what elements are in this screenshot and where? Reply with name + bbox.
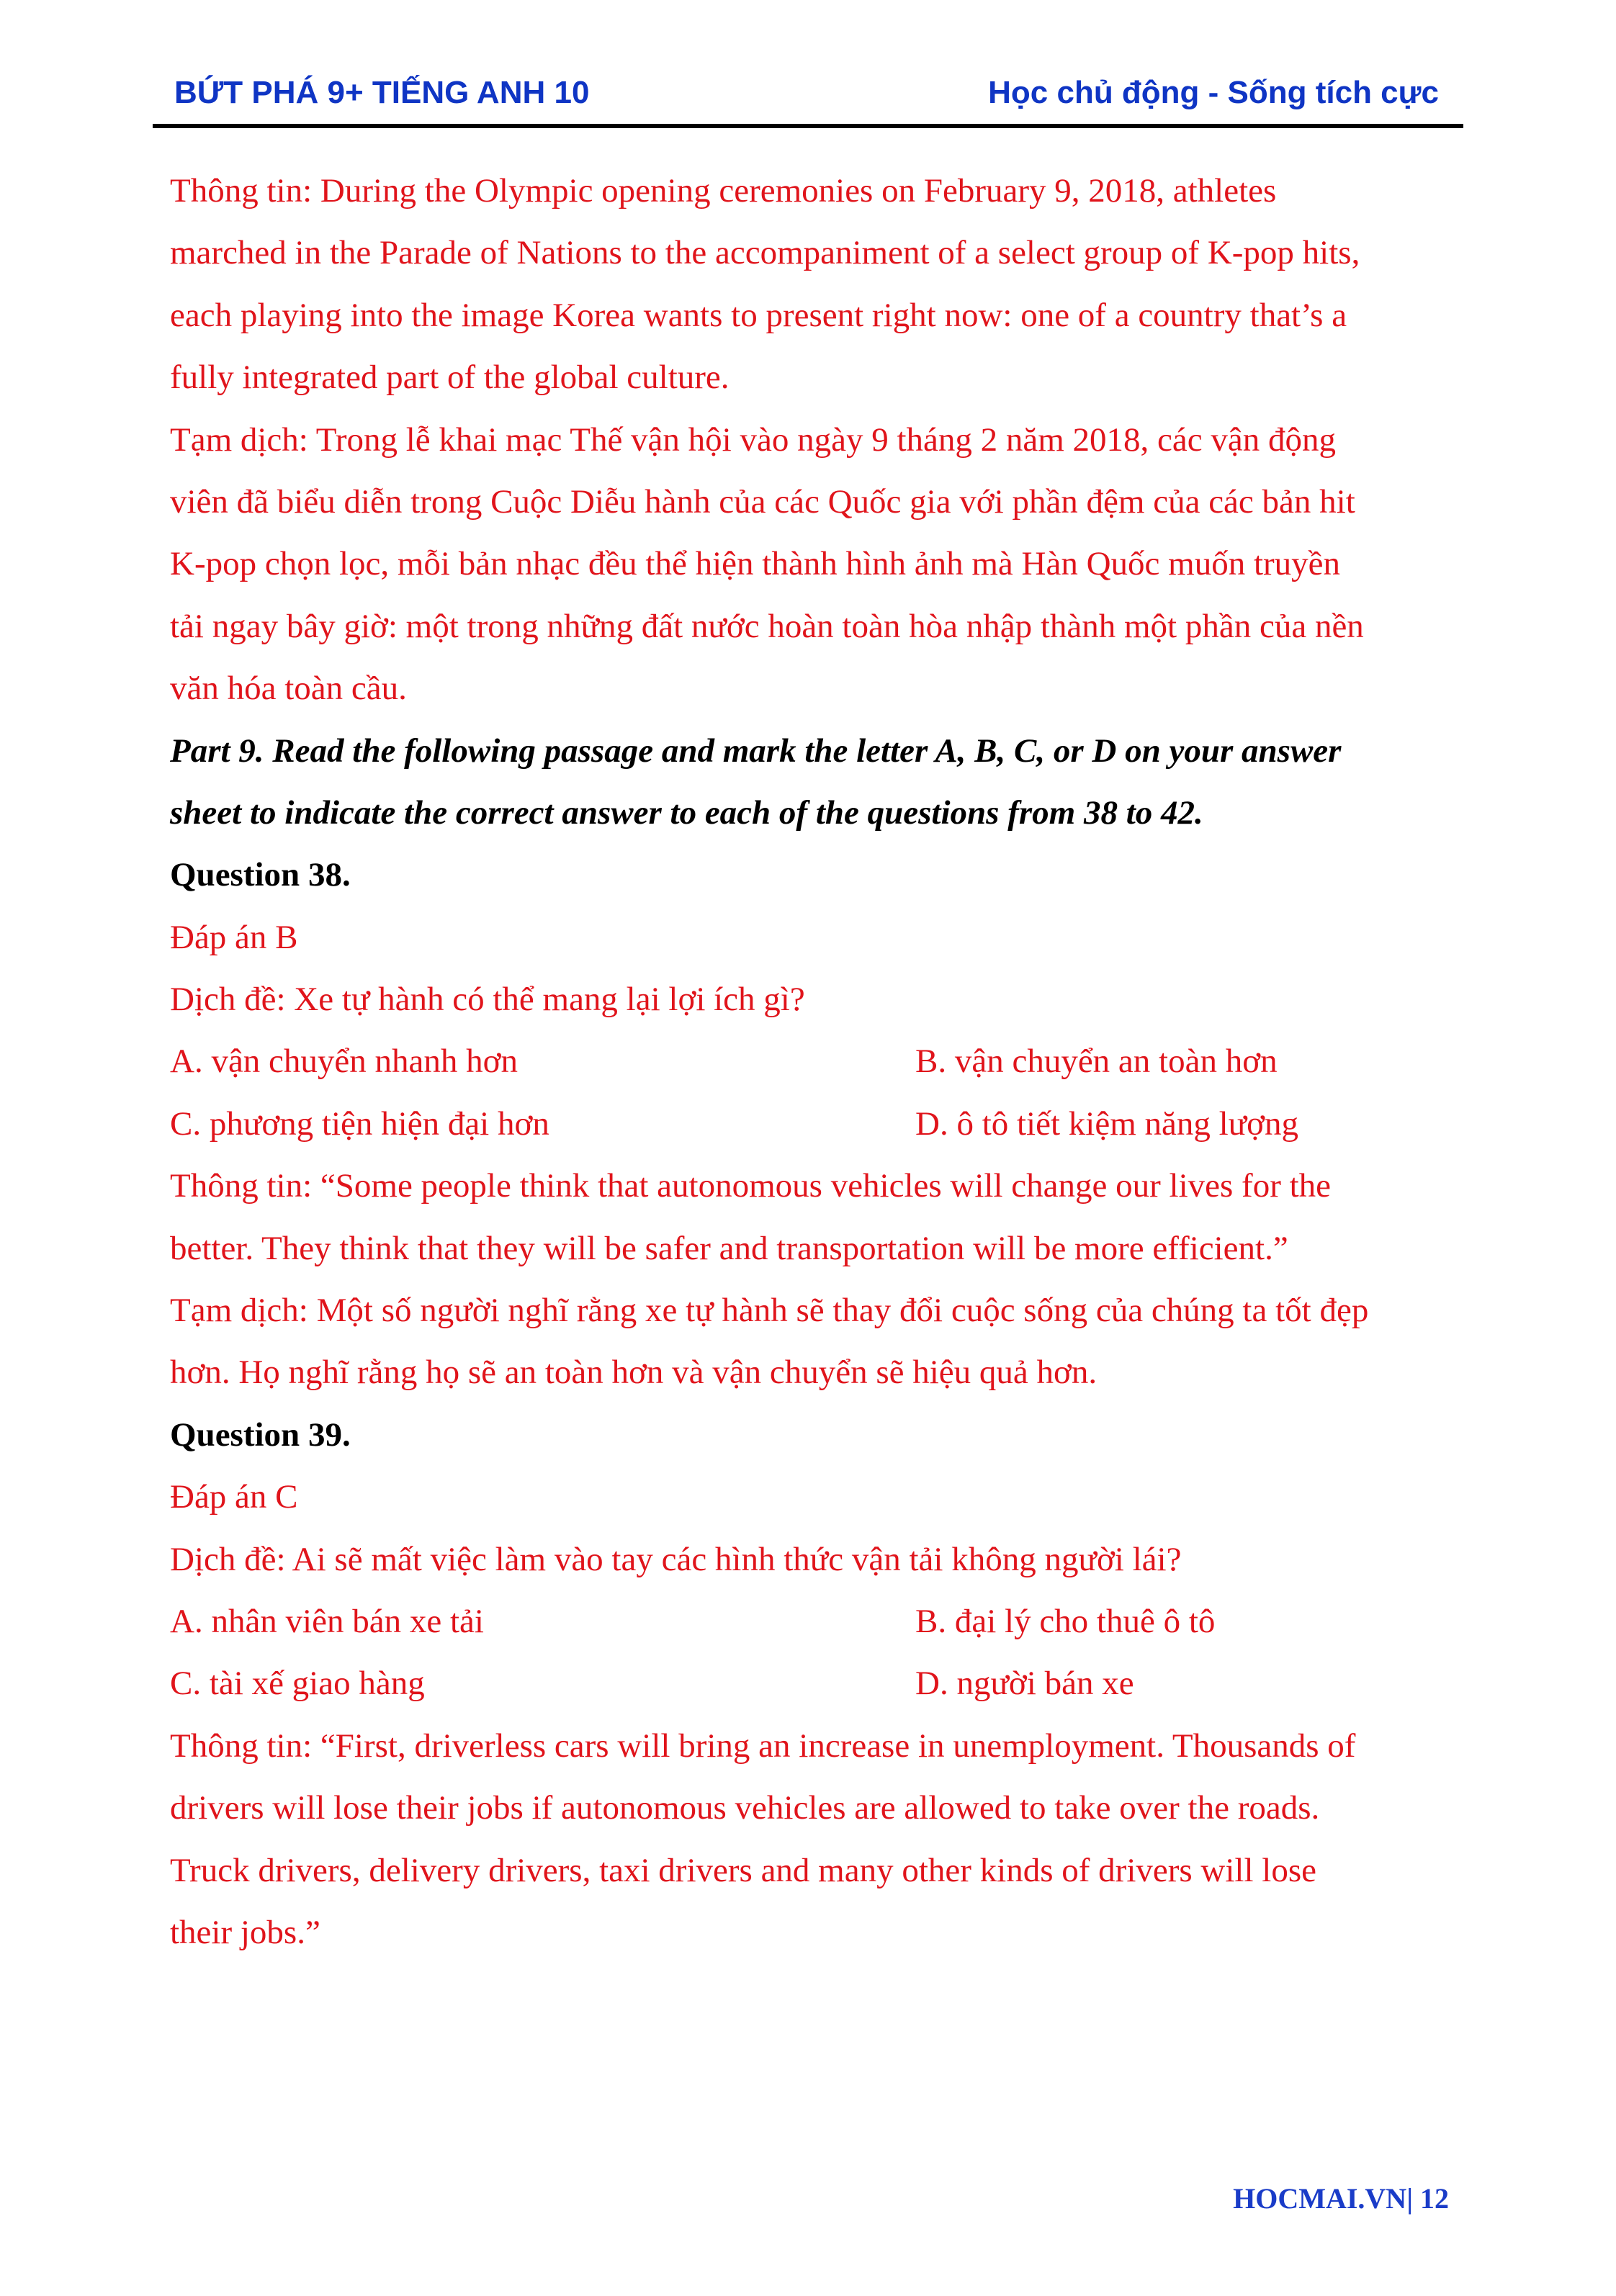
text-line: fully integrated part of the global culture. [170, 359, 730, 397]
instruction-line: sheet to indicate the correct answer to each of the questions from 38 to 42. [170, 793, 1203, 832]
text-line: viên đã biểu diễn trong Cuộc Diễu hành của các Quốc gia với phần đệm của các bản hit [170, 482, 1355, 521]
text-line: Tạm dịch: Một số người nghĩ rằng xe tự hành sẽ thay đổi cuộc sống của chúng ta tốt đẹp [170, 1292, 1369, 1330]
option-d: D. ô tô tiết kiệm năng lượng [915, 1104, 1299, 1143]
text-line: marched in the Parade of Nations to the accompaniment of a select group of K-pop hits, [170, 234, 1360, 272]
option-c: C. tài xế giao hàng [170, 1665, 425, 1703]
header-right-title: Học chủ động - Sống tích cực [988, 75, 1439, 110]
option-a: A. vận chuyển nhanh hơn [170, 1043, 518, 1081]
footer-site: HOCMAI.VN [1233, 2182, 1407, 2215]
text-line: Thông tin: “First, driverless cars will bring an increase in unemployment. Thousands of [170, 1726, 1356, 1765]
page-header [153, 68, 1463, 130]
text-line: drivers will lose their jobs if autonomous vehicles are allowed to take over the roads. [170, 1789, 1320, 1827]
option-d: D. người bán xe [915, 1665, 1134, 1703]
text-line: K-pop chọn lọc, mỗi bản nhạc đều thể hiện thành hình ảnh mà Hàn Quốc muốn truyền [170, 545, 1341, 583]
text-line: văn hóa toàn cầu. [170, 670, 407, 708]
option-c: C. phương tiện hiện đại hơn [170, 1104, 549, 1143]
options-row [170, 1590, 1466, 1652]
answer-key: Đáp án B [170, 918, 298, 956]
part9-instructions [170, 720, 1466, 845]
question-title: Question 39. [170, 1415, 351, 1454]
page-number: 12 [1420, 2182, 1449, 2215]
question-39 [170, 1404, 1466, 1964]
question-prompt: Dịch đề: Xe tự hành có thể mang lại lợi ích gì? [170, 981, 805, 1019]
question-prompt: Dịch đề: Ai sẽ mất việc làm vào tay các hình thức vận tải không người lái? [170, 1540, 1182, 1578]
text-line: Truck drivers, delivery drivers, taxi drivers and many other kinds of drivers will lose [170, 1851, 1317, 1889]
text-line: better. They think that they will be safer and transportation will be more efficient.” [170, 1229, 1288, 1267]
text-line: their jobs.” [170, 1913, 320, 1951]
option-b: B. vận chuyển an toàn hơn [915, 1043, 1278, 1081]
option-b: B. đại lý cho thuê ô tô [915, 1602, 1216, 1640]
answer-key: Đáp án C [170, 1478, 298, 1516]
header-rule [153, 124, 1463, 128]
info-paragraph-olympic [170, 160, 1466, 720]
instruction-line: Part 9. Read the following passage and mark the letter A, B, C, or D on your answer [170, 731, 1342, 770]
text-line: Thông tin: During the Olympic opening ceremonies on February 9, 2018, athletes [170, 172, 1277, 210]
text-line: hơn. Họ nghĩ rằng họ sẽ an toàn hơn và vận chuyển sẽ hiệu quả hơn. [170, 1354, 1097, 1392]
options-row [170, 1652, 1466, 1714]
header-left-title: BỨT PHÁ 9+ TIẾNG ANH 10 [174, 75, 590, 110]
options-row [170, 1030, 1466, 1092]
footer-separator: | [1406, 2182, 1413, 2215]
text-line: Tạm dịch: Trong lễ khai mạc Thế vận hội vào ngày 9 tháng 2 năm 2018, các vận động [170, 420, 1336, 459]
page-content [170, 160, 1466, 1963]
options-row [170, 1093, 1466, 1155]
question-title: Question 38. [170, 856, 351, 894]
text-line: each playing into the image Korea wants to present right now: one of a country that’s a [170, 296, 1347, 334]
option-a: A. nhân viên bán xe tải [170, 1602, 484, 1640]
text-line: Thông tin: “Some people think that autonomous vehicles will change our lives for the [170, 1167, 1332, 1205]
question-38 [170, 844, 1466, 1404]
page-footer [1233, 2182, 1449, 2215]
text-line: tải ngay bây giờ: một trong những đất nước hoàn toàn hòa nhập thành một phần của nền [170, 607, 1364, 645]
